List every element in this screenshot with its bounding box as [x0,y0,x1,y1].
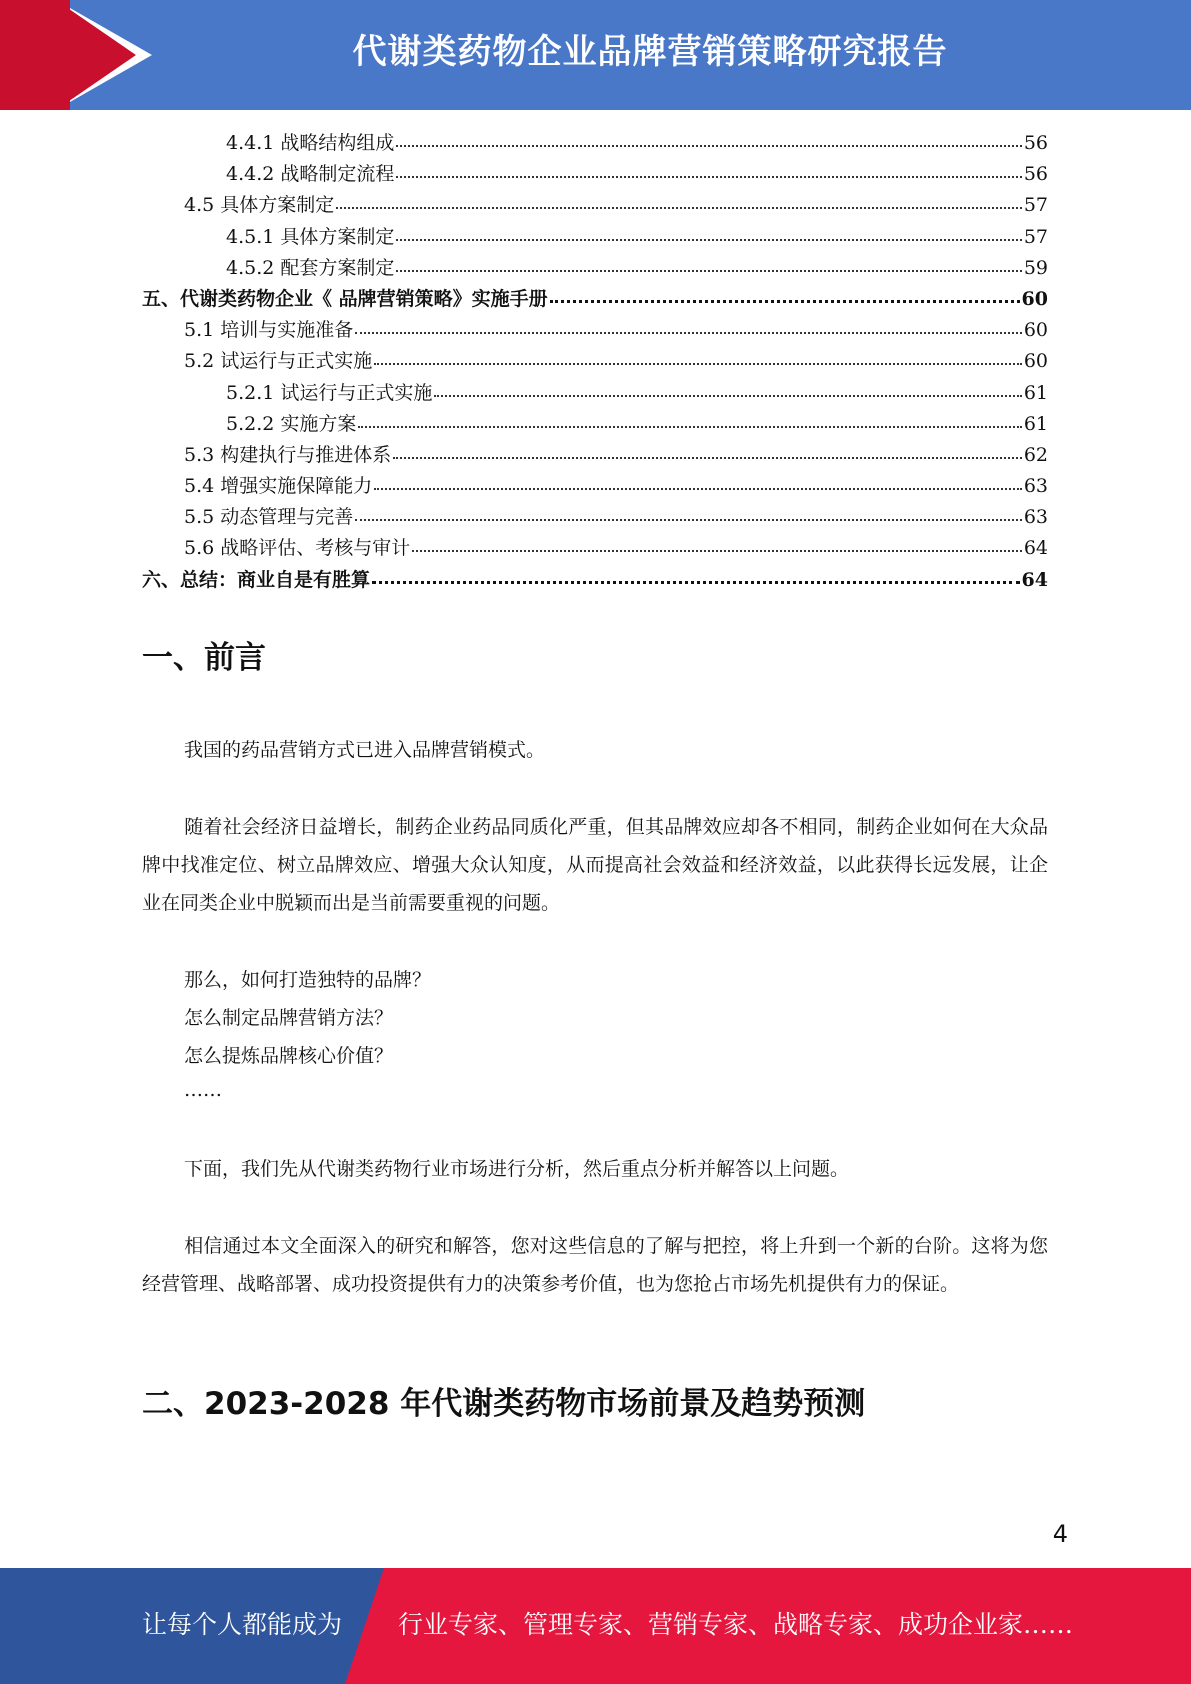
toc-entry-label: 4.4.2 战略制定流程 [226,163,395,186]
preface-question-2: 怎么制定品牌营销方法？ [184,1007,394,1029]
header-red-block [0,0,70,110]
preface-paragraph-2 [142,808,1048,922]
toc-leader-dots [412,540,1022,552]
toc-leader-dots [374,353,1022,365]
toc-entry[interactable] [142,253,1048,284]
preface-paragraph-4-text: 相信通过本文全面深入的研究和解答，您对这些信息的了解与把控，将上升到一个新的台阶。这将为您经营管理、战略部署、成功投资提供有力的决策参考价值，也为您抢占市场先机提供有力的保证。 [142,1235,1048,1295]
preface-question-1: 那么，如何打造独特的品牌？ [184,969,432,991]
toc-entry-page: 63 [1023,475,1048,498]
toc-entry[interactable] [142,409,1048,440]
toc-entry[interactable] [142,440,1048,471]
toc-leader-dots [336,197,1022,209]
toc-entry-page: 62 [1023,443,1048,466]
toc-entry[interactable] [142,315,1048,346]
toc-leader-dots [358,416,1021,428]
toc-entry-page: 63 [1023,506,1048,529]
toc-leader-dots [396,166,1021,178]
preface-paragraph-3-text: 下面，我们先从代谢类药物行业市场进行分析，然后重点分析并解答以上问题。 [184,1158,850,1180]
toc-leader-dots [372,571,1020,584]
toc-entry-page: 61 [1023,412,1048,435]
toc-leader-dots [396,260,1021,272]
toc-entry-page: 60 [1023,319,1048,342]
toc-entry-label: 4.5.1 具体方案制定 [226,225,395,248]
preface-paragraph-1-text: 我国的药品营销方式已进入品牌营销模式。 [184,739,546,761]
toc-entry[interactable] [142,378,1048,409]
toc-entry-label: 5.2 试运行与正式实施 [184,350,373,373]
toc-entry-page: 60 [1023,350,1048,373]
toc-entry-page: 64 [1023,537,1048,560]
toc-leader-dots [355,322,1022,334]
page-footer [0,1568,1191,1684]
table-of-contents [142,128,1048,596]
toc-entry[interactable] [142,346,1048,377]
toc-entry[interactable] [142,159,1048,190]
toc-entry-label: 4.5.2 配套方案制定 [226,256,395,279]
toc-entry-label: 4.4.1 战略结构组成 [226,132,395,154]
toc-leader-dots [396,135,1021,147]
preface-paragraph-2-text: 随着社会经济日益增长，制药企业药品同质化严重，但其品牌效应却各不相同，制药企业如何在大众品牌中找准定位、树立品牌效应、增强大众认知度，从而提高社会效益和经济效益，以此获得长远发展，让企业在同类企业中脱颖而出是当前需要重视的问题。 [142,816,1048,914]
toc-entry-label: 五、代谢类药物企业《 品牌营销策略》实施手册 [142,287,548,310]
toc-entry-page: 61 [1023,381,1048,404]
toc-entry-label: 5.6 战略评估、考核与审计 [184,537,411,560]
preface-ellipsis: …… [184,1079,222,1101]
report-title: 代谢类药物企业品牌营销策略研究报告 [352,32,948,72]
toc-entry-label: 六、总结：商业自是有胜算 [142,568,371,591]
toc-entry-label: 5.2.1 试运行与正式实施 [226,381,433,404]
toc-entry-page: 59 [1023,256,1048,279]
page-header [0,0,1191,110]
page-number: 4 [1052,1520,1068,1548]
toc-entry-page: 56 [1023,163,1048,186]
section-heading-preface: 一、前言 [142,640,266,676]
toc-leader-dots [396,229,1021,241]
toc-entry-page: 56 [1023,132,1048,154]
toc-entry[interactable] [142,190,1048,221]
toc-leader-dots [434,385,1021,397]
toc-leader-dots [393,447,1022,459]
toc-entry[interactable] [142,222,1048,253]
section-heading-market-forecast: 二、2023-2028 年代谢类药物市场前景及趋势预测 [142,1386,866,1422]
footer-slogan-left: 让每个人都能成为 [142,1610,343,1639]
toc-entry-label: 5.5 动态管理与完善 [184,506,354,529]
footer-slogan-right: 行业专家、管理专家、营销专家、战略专家、成功企业家…… [398,1610,1074,1639]
toc-entry[interactable] [142,565,1048,596]
toc-entry-label: 4.5 具体方案制定 [184,194,335,217]
toc-entry-label: 5.3 构建执行与推进体系 [184,443,392,466]
toc-entry[interactable] [142,128,1048,159]
toc-entry-label: 5.4 增强实施保障能力 [184,475,373,498]
toc-entry[interactable] [142,471,1048,502]
preface-question-3: 怎么提炼品牌核心价值？ [184,1045,394,1067]
toc-entry-label: 5.1 培训与实施准备 [184,319,354,342]
toc-entry[interactable] [142,502,1048,533]
toc-leader-dots [355,509,1022,521]
toc-entry-page: 57 [1023,225,1048,248]
preface-paragraph-3 [142,1150,1048,1188]
preface-paragraph-1 [142,731,1048,769]
toc-leader-dots [374,478,1022,490]
preface-paragraph-4 [142,1227,1048,1303]
toc-entry[interactable] [142,284,1048,315]
toc-entry-page: 60 [1021,287,1048,310]
toc-leader-dots [550,290,1020,303]
toc-entry-page: 57 [1023,194,1048,217]
toc-entry[interactable] [142,533,1048,564]
toc-entry-page: 64 [1021,568,1048,591]
toc-entry-label: 5.2.2 实施方案 [226,412,357,435]
